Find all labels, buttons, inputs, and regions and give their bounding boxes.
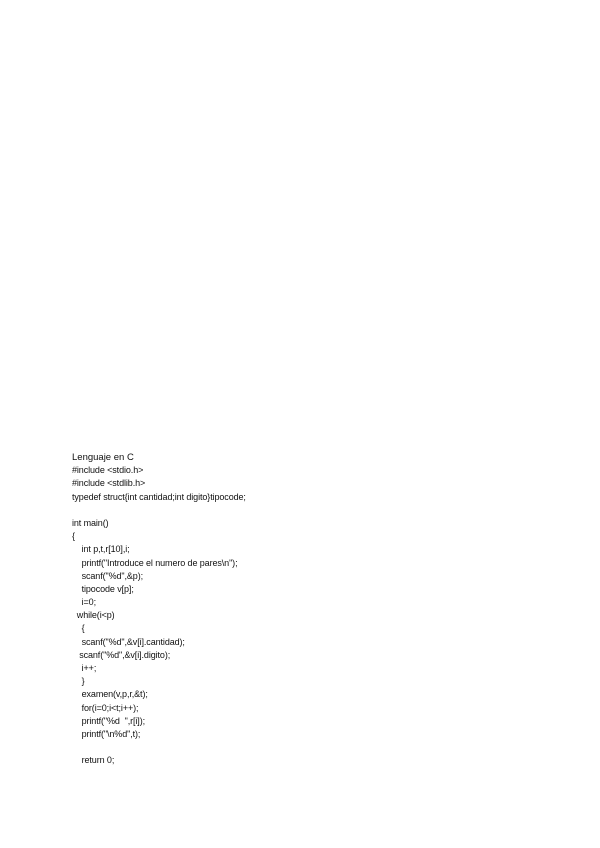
code-line: {: [72, 623, 85, 634]
code-line: [72, 504, 552, 517]
code-line: return 0;: [72, 755, 115, 766]
code-line: printf("%d ",r[i]);: [72, 715, 146, 726]
code-line: scanf("%d",&v[i].digito);: [72, 649, 171, 660]
code-line: int p,t,r[10],i;: [72, 544, 130, 555]
code-line: i++;: [72, 663, 97, 673]
code-line: printf("Introduce el numero de pares\n");: [72, 557, 238, 568]
code-section: [72, 451, 552, 768]
code-line: while(i<p): [72, 610, 115, 621]
code-line: #include <stdio.h>: [72, 465, 144, 476]
code-line: i=0;: [72, 597, 96, 608]
code-line: scanf("%d",&p);: [72, 570, 144, 581]
code-block: [72, 464, 552, 767]
code-line: examen(v,p,r,&t);: [72, 689, 148, 700]
code-line: int main(): [72, 517, 109, 528]
code-line: tipocode v[p];: [72, 583, 134, 594]
code-line: }: [72, 676, 85, 687]
code-line: typedef struct{int cantidad;int digito}tipocode;: [72, 491, 246, 502]
code-line: for(i=0;i<t;i++);: [72, 702, 139, 713]
code-line: {: [72, 531, 75, 542]
section-heading: Lenguaje en C: [72, 452, 134, 463]
code-line: printf("\n%d",t);: [72, 728, 141, 739]
code-line: [72, 741, 552, 754]
code-line: #include <stdlib.h>: [72, 478, 146, 489]
code-line: scanf("%d",&v[i].cantidad);: [72, 636, 185, 647]
